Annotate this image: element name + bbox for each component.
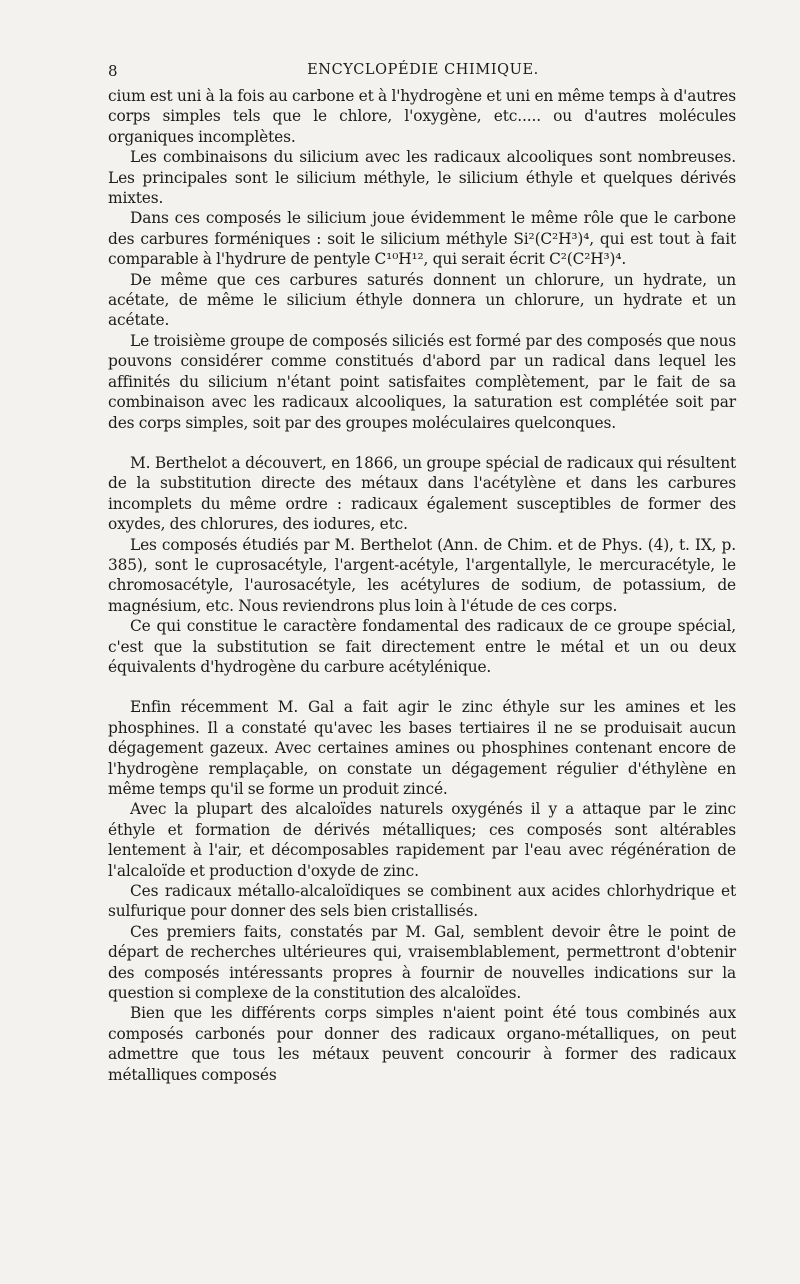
paragraph: Ces radicaux métallo-alcaloïdiques se combinent aux acides chlorhydrique et sulfurique pour donner des sels bien cristallisés. (108, 882, 736, 921)
paragraph: Bien que les différents corps simples n'aient point été tous combinés aux composés carbonés pour donner des radicaux organo-métalliques, on peut admettre que tous les métaux peuvent concourir à former des radicaux métalliques composés (108, 1004, 736, 1084)
paragraph: De même que ces carbures saturés donnent un chlorure, un hydrate, un acétate, de même le silicium éthyle donnera un chlorure, un hydrate et un acétate. (108, 270, 736, 330)
paragraph: cium est uni à la fois au carbone et à l'hydrogène et uni en même temps à d'autres corps simples tels que le chlore, l'oxygène, etc..... ou d'autres molécules organiques incomplètes. (108, 87, 736, 146)
paragraph: Le troisième groupe de composés siliciés est formé par des composés que nous pouvons considérer comme constitués d'abord par un radical dans lequel les affinités du silicium n'étant point satisfaites complètement, par le fait de sa combinaison avec les radicaux alcooliques, la saturation est complétée soit par des corps simples, soit par des groupes moléculaires quelconques. (108, 331, 736, 432)
paragraph: Ces premiers faits, constatés par M. Gal, semblent devoir être le point de départ de recherches ultérieures qui, vraisemblablement, permettront d'obtenir des composés intéressants propres à fournir de nouvelles indications sur la question si complexe de la constitution des alcaloïdes. (108, 922, 736, 1003)
paragraph: Les composés étudiés par M. Berthelot (Ann. de Chim. et de Phys. (4), t. IX, p. 385), sont le cuprosacétyle, l'argent-acétyle, l'argentallyle, le mercuracétyle, le chromosacétyle, l'aurosacétyle, les acétylures de sodium, de potassium, de magnésium, etc. Nous reviendrons plus loin à l'étude de ces corps. (108, 535, 736, 615)
paragraph: Les combinaisons du silicium avec les radicaux alcooliques sont nombreuses. Les principales sont le silicium méthyle, le silicium éthyle et quelques dérivés mixtes. (108, 148, 736, 208)
paragraph: Ce qui constitue le caractère fondamental des radicaux de ce groupe spécial, c'est que la substitution se fait directement entre le métal et un ou deux équivalents d'hydrogène du carbure acétylénique. (108, 617, 736, 676)
running-title: ENCYCLOPÉDIE CHIMIQUE. (307, 62, 539, 78)
paragraph: Avec la plupart des alcaloïdes naturels oxygénés il y a attaque par le zinc éthyle et formation de dérivés métalliques; ces composés sont altérables lentement à l'air, et décomposables rapidement par l'eau avec régénération de l'alcaloïde et production d'oxyde de zinc. (108, 800, 736, 880)
page-header (108, 62, 738, 84)
paragraph: M. Berthelot a découvert, en 1866, un groupe spécial de radicaux qui résultent de la substitution directe des métaux dans l'acétylène et dans les carbures incomplets du même ordre : radicaux également susceptibles de former des oxydes, des chlorures, des iodures, etc. (108, 453, 736, 534)
paragraph: Dans ces composés le silicium joue évidemment le même rôle que le carbone des carbures forméniques : soit le silicium méthyle Si²(C²H³)⁴, qui est tout à fait comparable à l'hydrure de pentyle C¹⁰H¹², qui serait écrit C²(C²H³)⁴. (108, 209, 736, 269)
body-text (108, 86, 736, 1085)
page-number: 8 (108, 62, 118, 80)
paragraph: Enfin récemment M. Gal a fait agir le zinc éthyle sur les amines et les phosphines. Il a constaté qu'avec les bases tertiaires il ne se produisait aucun dégagement gazeux. Avec certaines amines ou phosphines contenant encore de l'hydrogène remplaçable, on constate un dégagement régulier d'éthylène en même temps qu'il se forme un produit zincé. (108, 698, 736, 798)
